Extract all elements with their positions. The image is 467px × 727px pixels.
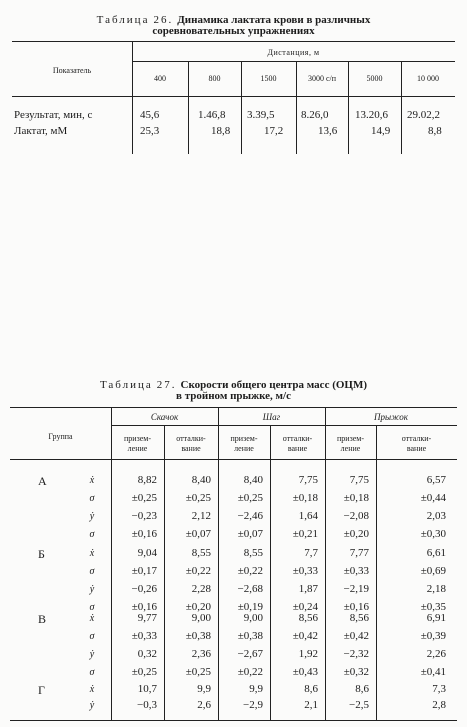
- table27-cell: ±0,25: [131, 492, 157, 504]
- table27-cell: 2,36: [191, 648, 211, 660]
- sub-header-line2: ление: [127, 444, 148, 453]
- table26-cell: 29.02,2: [407, 109, 440, 121]
- table27-cell: ±0,38: [185, 630, 211, 642]
- table27-cell: ±0,25: [185, 492, 211, 504]
- table27-cell: ±0,22: [185, 565, 211, 577]
- table27-cell: ±0,69: [420, 565, 446, 577]
- table27-phase-skachok: Скачок: [150, 412, 179, 422]
- table27-symbol: ẋ: [89, 684, 95, 695]
- table27-cell: ±0,43: [292, 666, 318, 678]
- table27-cell: ±0,22: [237, 565, 263, 577]
- table27-col-divider: [270, 426, 271, 720]
- table27-group-label: Б: [38, 547, 45, 561]
- table27-symbol: σ: [89, 493, 95, 504]
- table26-distance-3000: 3000 с/п: [307, 74, 337, 83]
- table27-symbol: ẋ: [89, 613, 95, 624]
- table26-row-label: Результат, мин, с: [14, 109, 93, 121]
- table26-cell: 8.26,0: [301, 109, 329, 121]
- table27-sub-header: [164, 434, 218, 454]
- table27-cell: ±0,25: [185, 666, 211, 678]
- table27-sub-header: [111, 434, 164, 454]
- table26-cell: 17,2: [264, 125, 284, 137]
- table27-cell: 7,7: [304, 547, 318, 559]
- table26-header-indicator: Показатель: [52, 66, 92, 75]
- table27-symbol: σ: [89, 529, 95, 540]
- table27-cell: ±0,35: [420, 601, 446, 613]
- table27-cell: 8,56: [298, 612, 318, 624]
- table26-cell: 25,3: [140, 125, 160, 137]
- table27-cell: ±0,16: [131, 601, 157, 613]
- table27-cell: ±0,25: [237, 492, 263, 504]
- table27-cell: 8,55: [243, 547, 263, 559]
- table27-cell: ±0,38: [237, 630, 263, 642]
- table27-cell: 9,77: [137, 612, 157, 624]
- table27-header-group: Группа: [48, 432, 73, 441]
- table27-symbol: ẏ: [89, 649, 95, 660]
- table27-cell: ±0,32: [343, 666, 369, 678]
- table26-header-rule: [12, 96, 455, 97]
- sub-header-line2: ление: [340, 444, 361, 453]
- table27-symbol: ẋ: [89, 548, 95, 559]
- table27-cell: 6,61: [426, 547, 446, 559]
- table27-cell: ±0,39: [420, 630, 446, 642]
- table27-cell: 7,3: [432, 683, 446, 695]
- sub-header-line1: отталки-: [176, 434, 206, 443]
- table27-sub-header: [325, 434, 376, 454]
- table27-cell: 9,00: [191, 612, 211, 624]
- table26-cell: 45,6: [140, 109, 160, 121]
- table27-cell: −2,46: [237, 510, 263, 522]
- table27-cell: ±0,21: [292, 528, 318, 540]
- table27-cell: 2,6: [197, 699, 211, 711]
- table27-caption-label: Таблица: [99, 379, 153, 391]
- table27-cell: 7,75: [349, 474, 369, 486]
- table26-cell: 18,8: [211, 125, 231, 137]
- table27-cell: 7,75: [298, 474, 318, 486]
- table27-col-divider: [376, 426, 377, 720]
- table27-sub-header: [270, 434, 325, 454]
- table27-cell: ±0,30: [420, 528, 446, 540]
- table27-symbol: σ: [89, 602, 95, 613]
- table27-cell: 8,40: [243, 474, 263, 486]
- table27-caption-title-2: в тройном прыжке, м/с: [176, 390, 291, 402]
- table26-distance-1500: 1500: [260, 74, 277, 83]
- table27-cell: ±0,17: [131, 565, 157, 577]
- table26-caption-label: Таблица: [96, 14, 150, 26]
- table27-symbol: ẏ: [89, 584, 95, 595]
- table27-top-rule: [10, 407, 457, 408]
- table27-cell: −0,26: [131, 583, 157, 595]
- table26-row-label: Лактат, мМ: [14, 125, 68, 137]
- table27-cell: ±0,24: [292, 601, 318, 613]
- table27-cell: ±0,16: [131, 528, 157, 540]
- table27-cell: 2,8: [432, 699, 446, 711]
- table27-cell: −2,08: [343, 510, 369, 522]
- table27-cell: 8,6: [355, 683, 369, 695]
- table27-cell: 8,40: [191, 474, 211, 486]
- table27-cell: 9,9: [249, 683, 263, 695]
- sub-header-line2: ление: [234, 444, 254, 453]
- table27-cell: ±0,33: [131, 630, 157, 642]
- table26-caption-title-1: Динамика лактата крови в различных: [177, 14, 371, 26]
- table27-cell: 1,87: [298, 583, 318, 595]
- table27-cell: 8,56: [349, 612, 369, 624]
- table27-cell: 2,1: [304, 699, 318, 711]
- table27-symbol: σ: [89, 667, 95, 678]
- table27-cell: ±0,20: [343, 528, 369, 540]
- table27-cell: ±0,07: [185, 528, 211, 540]
- table27-phase-shag: Шаг: [262, 412, 281, 422]
- table27-cell: −2,67: [237, 648, 263, 660]
- table27-cell: 9,9: [197, 683, 211, 695]
- table26-cell: 13.20,6: [355, 109, 388, 121]
- table27-cell: 2,26: [426, 648, 446, 660]
- table27-symbol: σ: [89, 631, 95, 642]
- table27-cell: 7,77: [349, 547, 369, 559]
- table27-header-rule: [10, 459, 457, 460]
- table26-caption-number: 26.: [153, 14, 174, 26]
- table26-caption-title-2: соревновательных упражнениях: [152, 25, 315, 37]
- sub-header-line2: вание: [287, 444, 308, 453]
- table27-cell: 1,64: [298, 510, 318, 522]
- table26-header-distance: Дистанция, м: [267, 48, 320, 57]
- table26-distance-400: 400: [154, 74, 166, 83]
- table27-cell: ±0,41: [420, 666, 446, 678]
- table27-symbol: ẏ: [89, 511, 95, 522]
- table27-phase-pryzhok: Прыжок: [374, 412, 408, 422]
- table27-cell: 0,32: [137, 648, 157, 660]
- sub-header-line1: отталки-: [282, 434, 313, 443]
- table27-cell: ±0,44: [420, 492, 446, 504]
- table27-cell: ±0,33: [292, 565, 318, 577]
- table27-group-label: Г: [38, 683, 45, 697]
- table27-cell: 2,18: [426, 583, 446, 595]
- table27-cell: ±0,18: [343, 492, 369, 504]
- table26-distance-10000: 10 000: [417, 74, 439, 83]
- table26-distance-rule: [132, 61, 455, 62]
- sub-header-line1: призем-: [337, 434, 364, 443]
- table27-cell: 6,57: [426, 474, 446, 486]
- table27-group-label: А: [38, 474, 47, 488]
- table27-cell: 2,12: [191, 510, 211, 522]
- table27-cell: −0,3: [137, 699, 157, 711]
- table27-symbol: ẋ: [89, 475, 95, 486]
- table27-cell: 9,00: [243, 612, 263, 624]
- table27-cell: 8,55: [191, 547, 211, 559]
- table26-cell: 14,9: [371, 125, 391, 137]
- table26-distance-800: 800: [208, 74, 221, 83]
- table27-sub-header: [218, 434, 270, 454]
- table27-cell: 8,6: [304, 683, 318, 695]
- table27-cell: ±0,20: [185, 601, 211, 613]
- sub-header-line1: призем-: [124, 434, 151, 443]
- table26-cell: 13,6: [318, 125, 338, 137]
- table27-phase-rule: [111, 425, 457, 426]
- table27-caption-number: 27.: [156, 379, 177, 391]
- table27-cell: 9,04: [137, 547, 157, 559]
- table26-col-divider: [132, 42, 133, 154]
- table27-cell: 2,28: [191, 583, 211, 595]
- table27-cell: ±0,33: [343, 565, 369, 577]
- table27-cell: −2,32: [343, 648, 369, 660]
- table27-symbol: ẏ: [89, 700, 95, 711]
- table26-cell: 8,8: [428, 125, 442, 137]
- table27-cell: −2,19: [343, 583, 369, 595]
- table27-cell: −2,68: [237, 583, 263, 595]
- sub-header-line1: отталки-: [401, 434, 432, 443]
- table27-cell: −2,9: [243, 699, 263, 711]
- sub-header-line1: призем-: [230, 434, 258, 443]
- table27-bottom-rule: [10, 720, 457, 721]
- table27-caption-title-1: Скорости общего центра масс (ОЦМ): [180, 379, 368, 391]
- table27-sub-header: [376, 434, 457, 454]
- table27-cell: ±0,19: [237, 601, 263, 613]
- sub-header-line2: вание: [406, 444, 427, 453]
- sub-header-line2: вание: [181, 444, 201, 453]
- table27-cell: 8,82: [137, 474, 157, 486]
- table26-top-rule: [12, 41, 455, 42]
- table27-cell: ±0,42: [292, 630, 318, 642]
- table26-distance-5000: 5000: [366, 74, 383, 83]
- table27-cell: 10,7: [137, 683, 157, 695]
- table27-cell: 2,03: [426, 510, 446, 522]
- table27-group-label: В: [38, 612, 47, 626]
- table27-cell: −0,23: [131, 510, 157, 522]
- table26-cell: 1.46,8: [198, 109, 226, 121]
- table27-cell: ±0,25: [131, 666, 157, 678]
- table27-cell: 6,91: [426, 612, 446, 624]
- table27-cell: 1,92: [298, 648, 318, 660]
- table27-cell: ±0,07: [237, 528, 263, 540]
- table27-cell: −2,5: [349, 699, 369, 711]
- table26-cell: 3.39,5: [247, 109, 275, 121]
- table27-symbol: σ: [89, 566, 95, 577]
- table27-cell: ±0,16: [343, 601, 369, 613]
- table27-cell: ±0,42: [343, 630, 369, 642]
- table27-cell: ±0,22: [237, 666, 263, 678]
- table27-cell: ±0,18: [292, 492, 318, 504]
